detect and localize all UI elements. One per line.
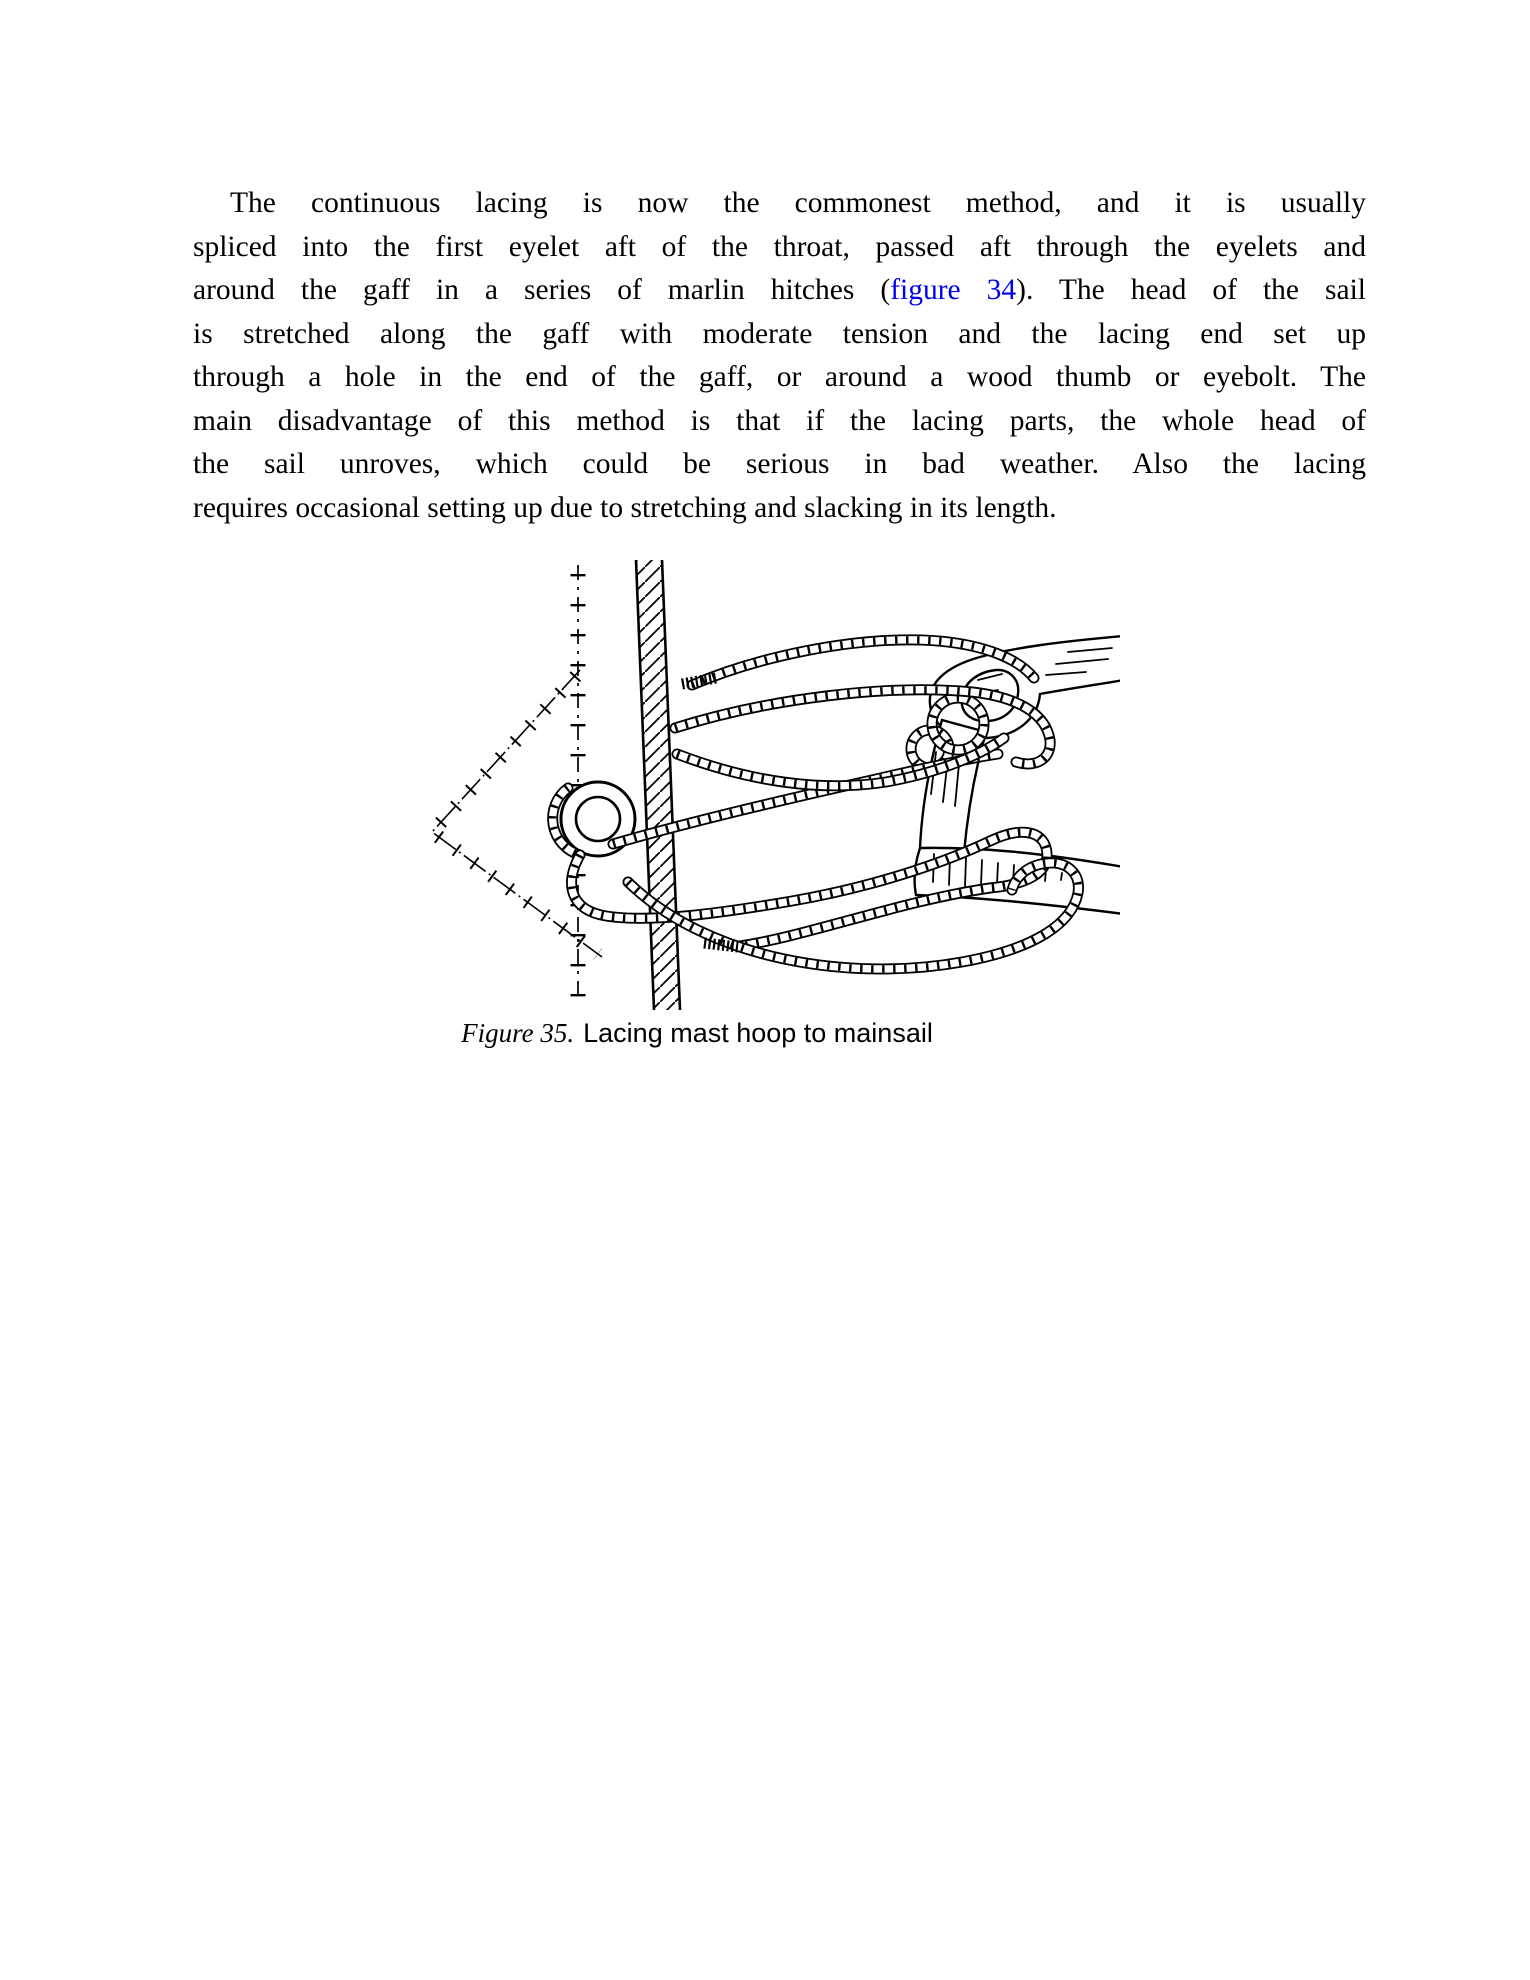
paragraph-line bbox=[193, 269, 1366, 313]
paragraph-text: around the gaff in a series of marlin hitches ( bbox=[193, 274, 891, 306]
figure-caption-label: Figure 35. bbox=[461, 1018, 575, 1048]
paragraph-text: ). The head of the sail bbox=[1016, 274, 1366, 306]
figure-illustration bbox=[330, 552, 1120, 1020]
paragraph-line: through a hole in the end of the gaff, or around a wood thumb or eyebolt. The bbox=[193, 361, 1366, 393]
figure-caption bbox=[317, 1016, 1077, 1050]
paragraph-line: main disadvantage of this method is that if the lacing parts, the whole head of bbox=[193, 404, 1366, 437]
paragraph-line: is stretched along the gaff with moderate tension and the lacing end set up bbox=[193, 317, 1366, 350]
paragraph-line: The continuous lacing is now the commonest method, and it is usually bbox=[230, 187, 1366, 219]
paragraph-line: requires occasional setting up due to stretching and slacking in its length. bbox=[193, 491, 1057, 524]
lacing-drawing bbox=[330, 552, 1120, 1020]
figure-34-link[interactable]: figure 34 bbox=[890, 274, 1017, 306]
mast-boltrope bbox=[636, 560, 680, 1010]
figure-caption-text: Lacing mast hoop to mainsail bbox=[583, 1018, 933, 1048]
paragraph-line: the sail unroves, which could be serious in bad weather. Also the lacing bbox=[193, 448, 1366, 480]
paragraph bbox=[193, 182, 1366, 530]
paragraph-line: spliced into the first eyelet aft of the throat, passed aft through the eyelets and bbox=[193, 230, 1366, 263]
